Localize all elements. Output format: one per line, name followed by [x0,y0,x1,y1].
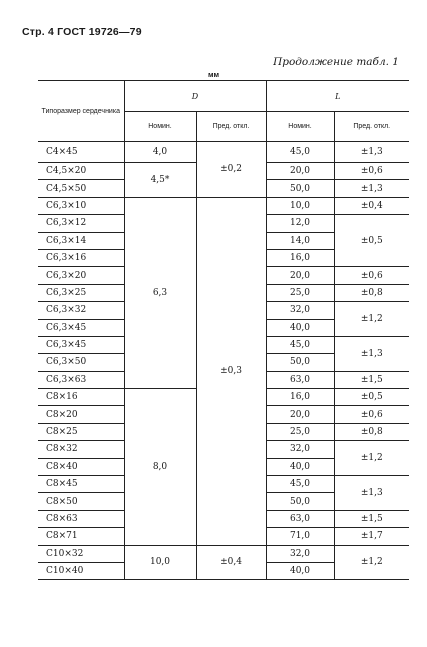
l-nominal-cell: 32,0 [266,545,334,562]
l-nominal-cell: 16,0 [266,389,334,406]
l-deviation-cell: ±1,3 [334,180,409,197]
size-column-header: Типоразмер сердечника [38,81,124,142]
l-nominal-cell: 10,0 [266,197,334,214]
l-nominal-cell: 32,0 [266,441,334,458]
d-nominal-header: Номин. [124,112,196,142]
d-nominal-cell: 8,0 [124,389,196,546]
core-size-cell: С8×25 [38,423,124,440]
core-size-cell: С6,3×10 [38,197,124,214]
d-nominal-cell: 6,3 [124,197,196,388]
l-nominal-cell: 40,0 [266,458,334,475]
d-nominal-cell: 10,0 [124,545,196,580]
d-deviation-header: Пред. откл. [196,112,266,142]
l-nominal-cell: 63,0 [266,510,334,527]
l-deviation-header: Пред. откл. [334,112,409,142]
page-header: Стр. 4 ГОСТ 19726—79 [22,26,142,38]
units-label: мм [207,70,220,79]
core-size-cell: С4×45 [38,142,124,163]
core-size-cell: С4,5×50 [38,180,124,197]
l-deviation-cell: ±1,3 [334,142,409,163]
core-size-cell: С6,3×63 [38,371,124,388]
core-size-cell: С6,3×50 [38,354,124,371]
core-size-cell: С6,3×14 [38,232,124,249]
l-group-header: L [266,81,409,112]
core-size-cell: С6,3×20 [38,267,124,284]
l-deviation-cell: ±0,6 [334,406,409,423]
l-nominal-cell: 40,0 [266,319,334,336]
l-nominal-cell: 12,0 [266,215,334,232]
core-size-cell: С8×32 [38,441,124,458]
core-size-cell: С8×45 [38,476,124,493]
core-size-cell: С6,3×12 [38,215,124,232]
d-nominal-cell: 4,0 [124,142,196,163]
l-deviation-cell: ±0,6 [334,163,409,180]
l-nominal-cell: 63,0 [266,371,334,388]
d-group-header: D [124,81,266,112]
core-size-cell: С8×40 [38,458,124,475]
table-row [38,142,409,163]
core-size-cell: С6,3×25 [38,284,124,301]
core-size-cell: С4,5×20 [38,163,124,180]
l-deviation-cell: ±1,5 [334,510,409,527]
l-deviation-cell: ±0,8 [334,423,409,440]
l-deviation-cell: ±0,5 [334,215,409,267]
table-body [38,142,409,580]
core-dimensions-table [38,80,409,580]
core-size-cell: С8×50 [38,493,124,510]
d-nominal-cell: 4,5* [124,163,196,198]
l-nominal-cell: 50,0 [266,493,334,510]
l-deviation-cell: ±0,4 [334,197,409,214]
l-nominal-cell: 20,0 [266,406,334,423]
core-size-cell: С8×71 [38,528,124,545]
table-row [38,545,409,562]
l-deviation-cell: ±0,8 [334,284,409,301]
l-nominal-cell: 25,0 [266,423,334,440]
l-nominal-cell: 25,0 [266,284,334,301]
core-size-cell: С10×40 [38,562,124,579]
l-nominal-cell: 14,0 [266,232,334,249]
l-deviation-cell: ±1,2 [334,441,409,476]
d-deviation-cell: ±0,4 [196,545,266,580]
l-nominal-cell: 45,0 [266,476,334,493]
core-size-cell: С8×63 [38,510,124,527]
d-deviation-cell: ±0,3 [196,197,266,545]
d-deviation-cell: ±0,2 [196,142,266,198]
l-deviation-cell: ±1,5 [334,371,409,388]
l-nominal-cell: 40,0 [266,562,334,579]
l-deviation-cell: ±1,2 [334,545,409,580]
l-nominal-cell: 45,0 [266,142,334,163]
l-deviation-cell: ±1,7 [334,528,409,545]
l-nominal-cell: 50,0 [266,180,334,197]
l-nominal-header: Номин. [266,112,334,142]
l-nominal-cell: 32,0 [266,302,334,319]
l-nominal-cell: 20,0 [266,267,334,284]
core-size-cell: С8×16 [38,389,124,406]
core-size-cell: С8×20 [38,406,124,423]
l-nominal-cell: 71,0 [266,528,334,545]
table-row [38,197,409,214]
core-size-cell: С6,3×45 [38,319,124,336]
core-size-cell: С6,3×16 [38,249,124,266]
l-nominal-cell: 20,0 [266,163,334,180]
table-continuation-caption: Продолжение табл. 1 [273,56,399,68]
l-deviation-cell: ±1,3 [334,476,409,511]
l-deviation-cell: ±1,3 [334,336,409,371]
l-deviation-cell: ±0,5 [334,389,409,406]
l-nominal-cell: 50,0 [266,354,334,371]
l-nominal-cell: 45,0 [266,336,334,353]
l-deviation-cell: ±1,2 [334,302,409,337]
l-deviation-cell: ±0,6 [334,267,409,284]
core-size-cell: С6,3×45 [38,336,124,353]
core-size-cell: С6,3×32 [38,302,124,319]
l-nominal-cell: 16,0 [266,249,334,266]
core-size-cell: С10×32 [38,545,124,562]
